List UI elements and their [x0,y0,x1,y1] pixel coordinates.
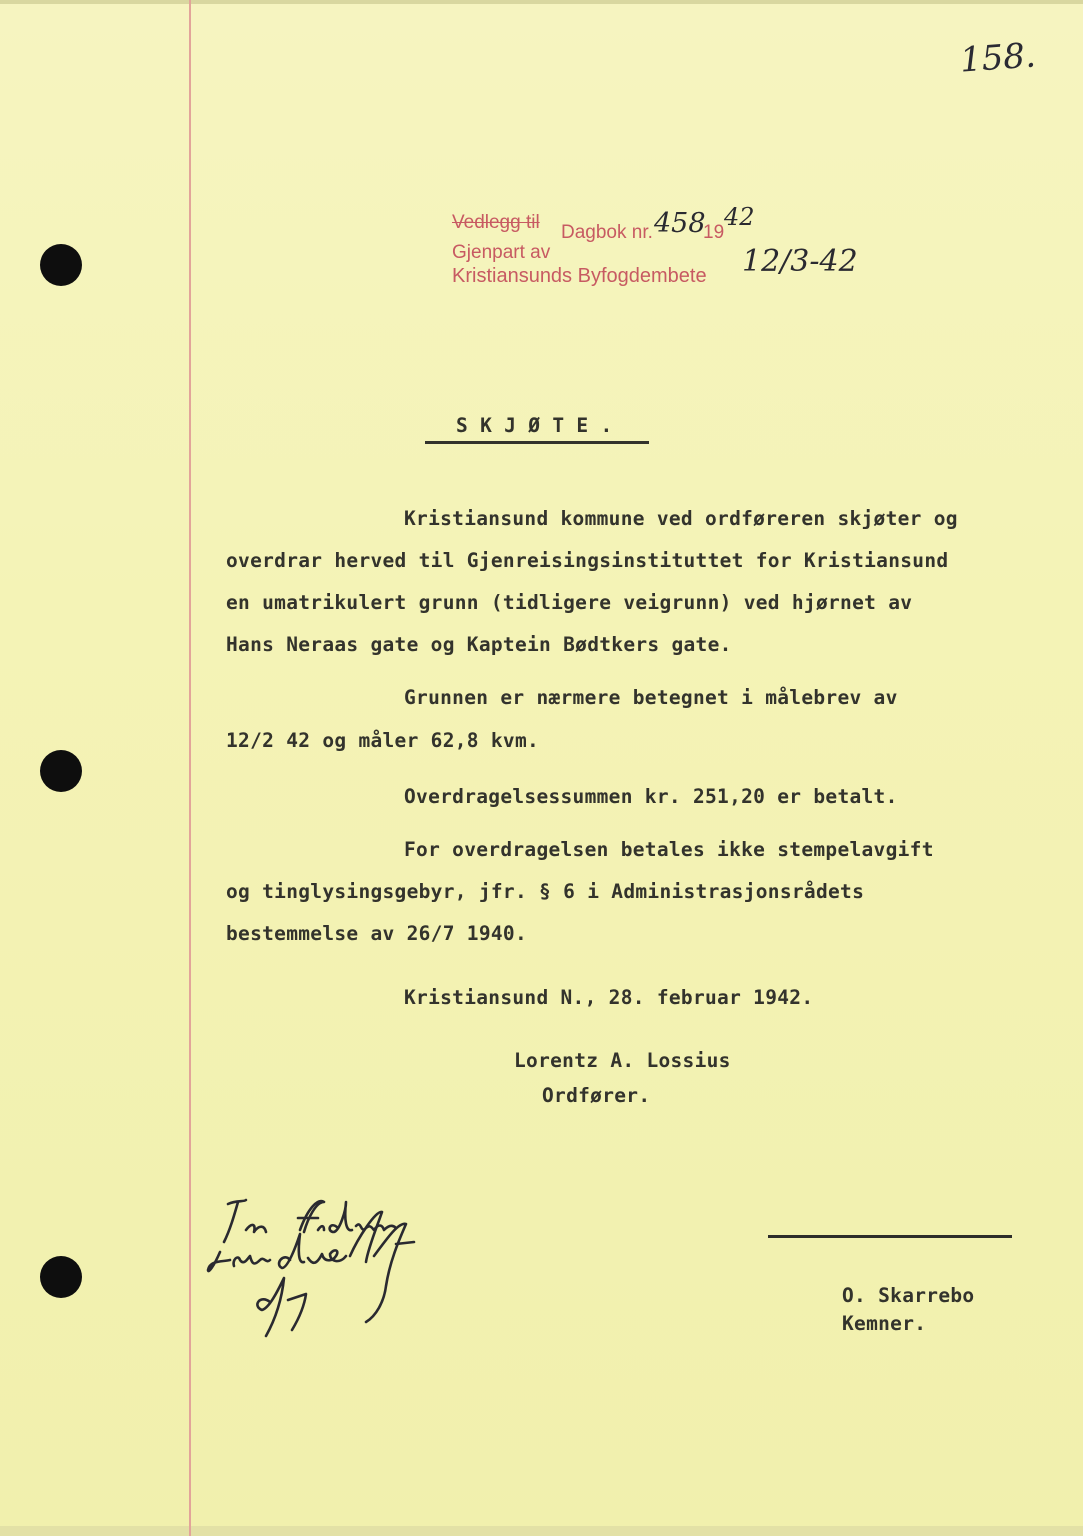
second-signer-name: O. Skarrebo [842,1284,975,1307]
title-underline [425,441,649,444]
second-signer-title: Kemner. [842,1312,927,1335]
stamp-dagbok-label: Dagbok nr. [561,222,653,243]
body-line-8: For overdragelsen betales ikke stempelavgift [404,838,934,861]
place-date: Kristiansund N., 28. februar 1942. [404,986,814,1009]
punch-hole-top [40,244,82,286]
page-bottom-edge [0,1526,1083,1536]
body-line-6: 12/2 42 og måler 62,8 kvm. [226,729,540,752]
body-line-3: en umatrikulert grunn (tidligere veigrunn) ved hjørnet av [226,591,913,614]
signer-title: Ordfører. [542,1084,651,1107]
page-number: 158. [958,35,1038,81]
body-line-7: Overdragelsessummen kr. 251,20 er betalt. [404,785,898,808]
stamp-year-suffix: 42 [724,203,755,231]
body-line-4: Hans Neraas gate og Kaptein Bødtkers gate. [226,633,732,656]
body-line-2: overdrar herved til Gjenreisingsinstituttet for Kristiansund [226,549,949,572]
body-line-9: og tinglysingsgebyr, jfr. § 6 i Administrasjonsrådets [226,880,865,903]
body-line-10: bestemmelse av 26/7 1940. [226,922,527,945]
handwritten-signature [200,1190,430,1340]
stamp-dagbok-number: 458 [654,208,706,239]
signature-line [768,1235,1012,1238]
stamp-office: Kristiansunds Byfogdembete [452,265,707,287]
body-line-1: Kristiansund kommune ved ordføreren skjøter og [404,507,958,530]
margin-line [189,0,191,1536]
stamp-struck-label: Vedlegg til [452,212,540,233]
stamp-year-prefix: 19 [703,222,725,243]
page-top-edge [0,0,1083,4]
body-line-5: Grunnen er nærmere betegnet i målebrev av [404,686,898,709]
punch-hole-bottom [40,1256,82,1298]
stamp-gjenpart-label: Gjenpart av [452,242,551,263]
signer-name: Lorentz A. Lossius [514,1049,731,1072]
document-title: S K J Ø T E . [456,414,613,437]
punch-hole-middle [40,750,82,792]
stamp-date: 12/3-42 [742,244,858,279]
